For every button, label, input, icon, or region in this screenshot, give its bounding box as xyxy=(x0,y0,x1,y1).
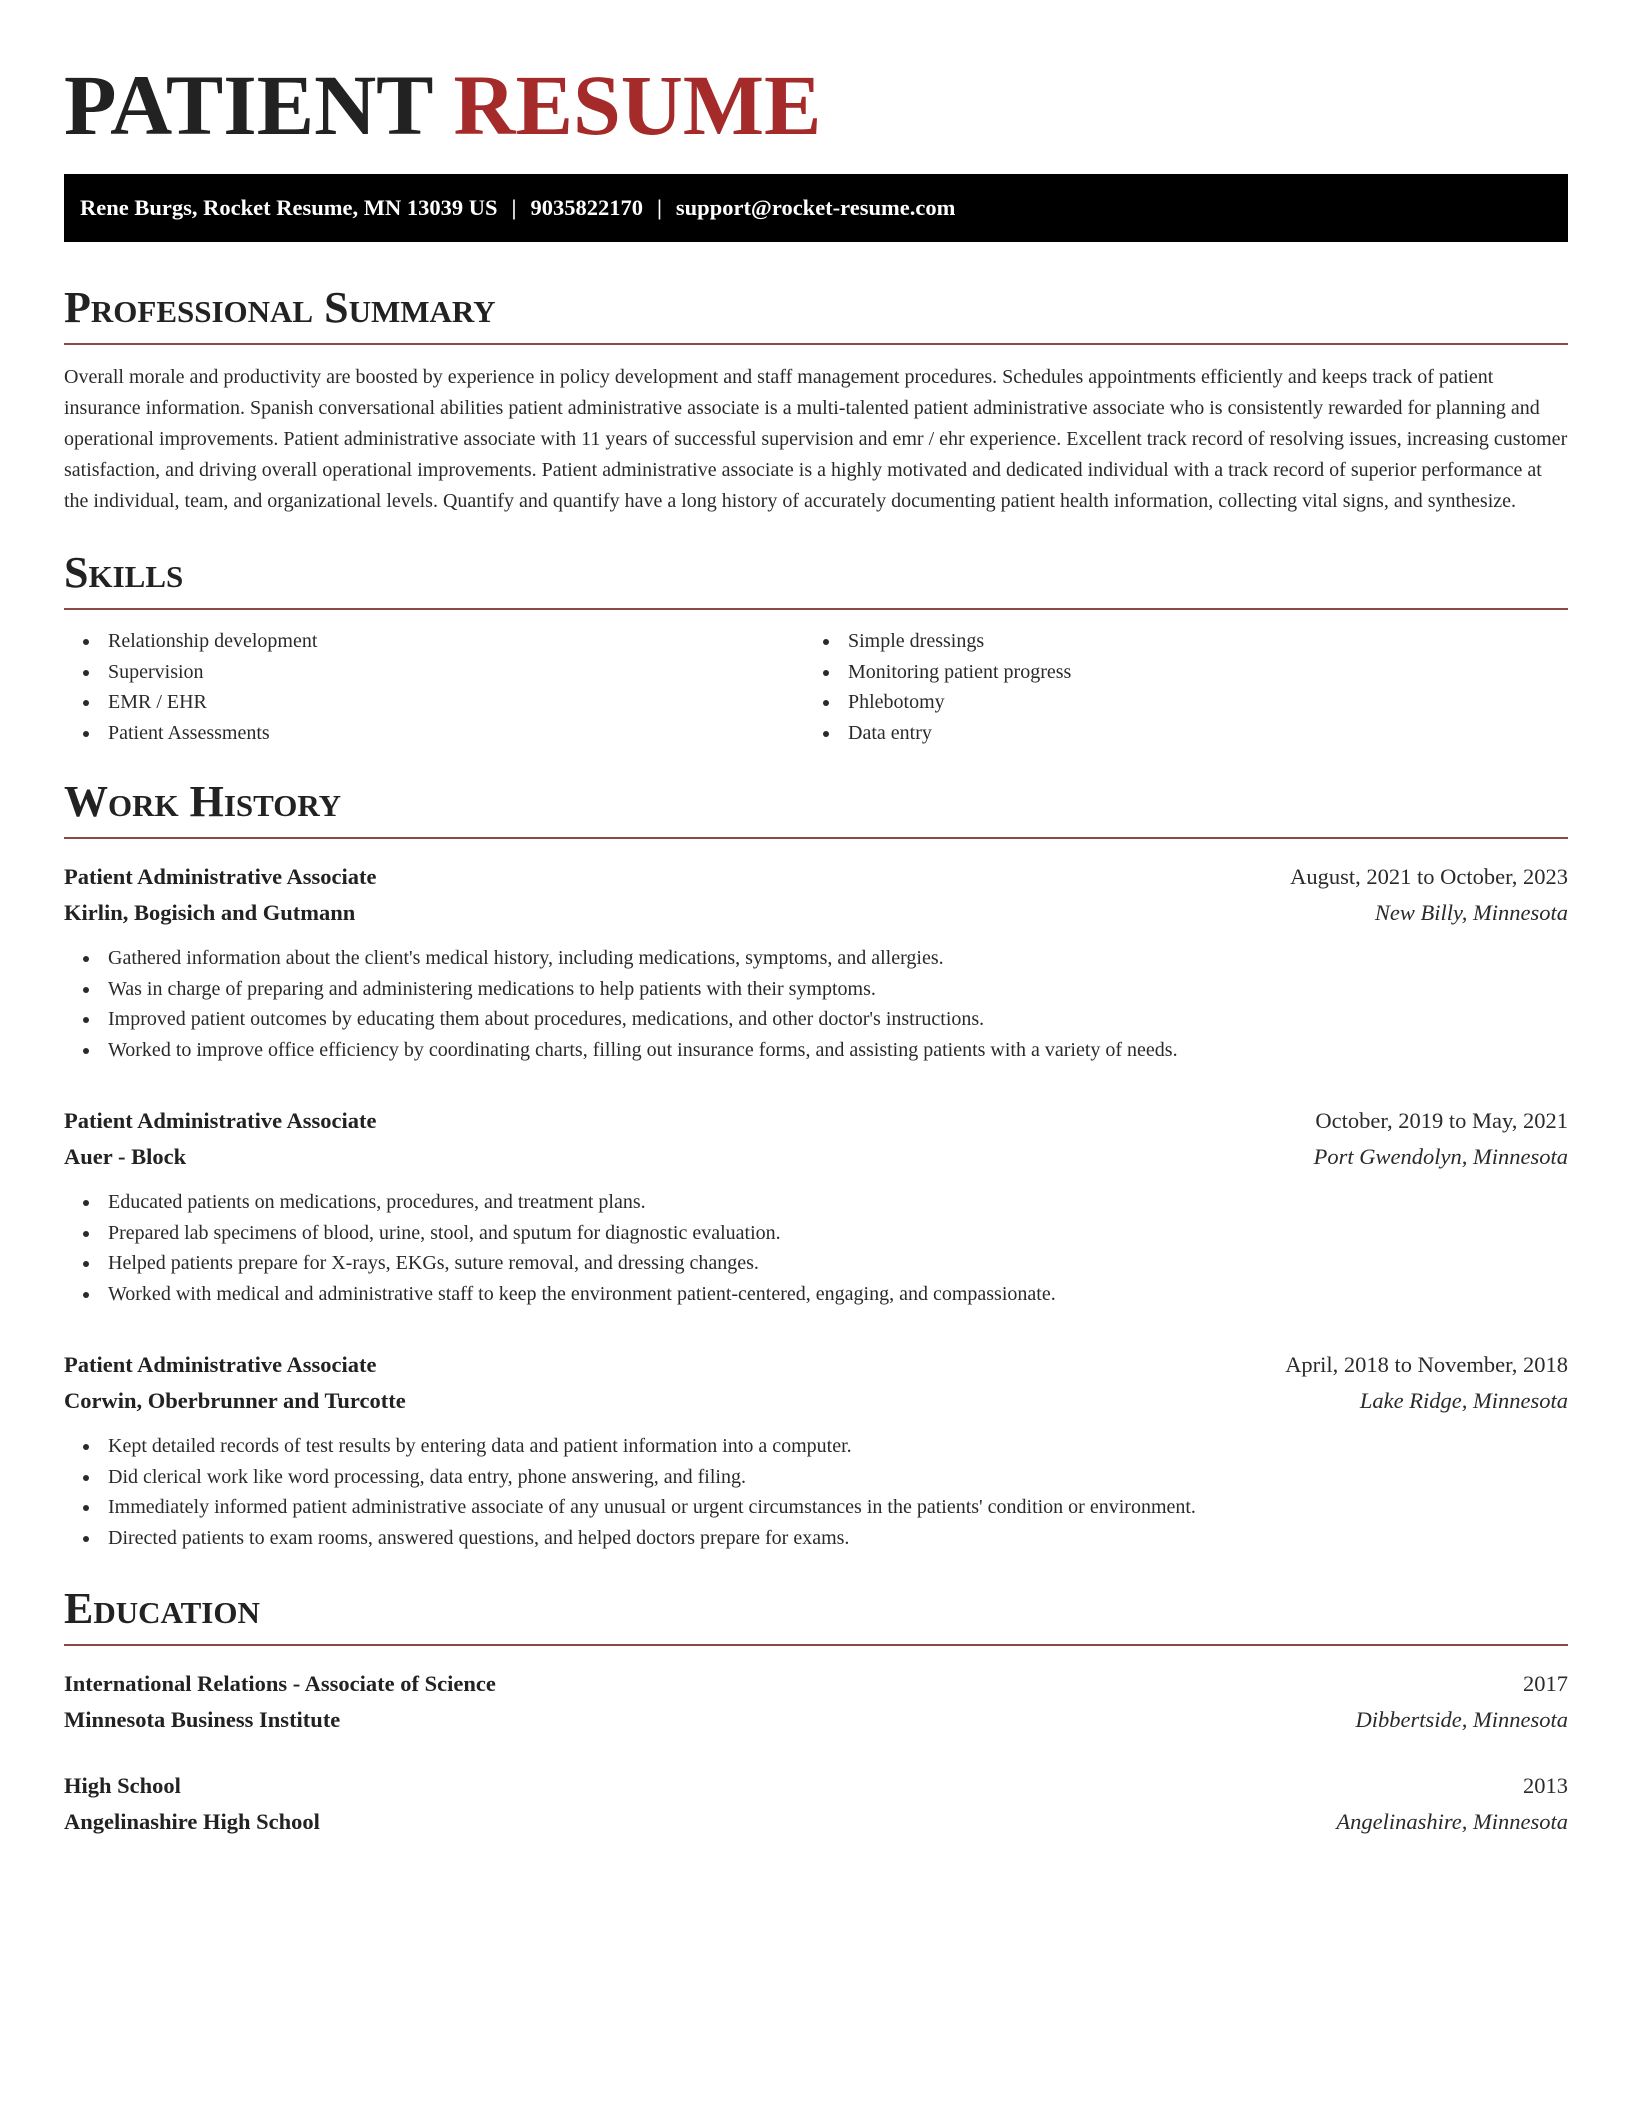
education-school-row xyxy=(64,1702,1568,1738)
education-year: 2017 xyxy=(1523,1671,1568,1696)
job-bullet: Improved patient outcomes by educating them about procedures, medications, and other doctor's instructions. xyxy=(64,1004,1568,1035)
job-entry xyxy=(64,1347,1568,1553)
job-title: Patient Administrative Associate xyxy=(64,1108,377,1133)
job-dates: August, 2021 to October, 2023 xyxy=(1290,864,1568,889)
skill-item: Simple dressings xyxy=(804,626,1544,657)
contact-bar xyxy=(64,174,1568,242)
education-degree: International Relations - Associate of Science xyxy=(64,1671,496,1696)
job-bullet: Worked to improve office efficiency by coordinating charts, filling out insurance forms, and assisting patients with a variety of needs. xyxy=(64,1035,1568,1066)
title-accent: RESUME xyxy=(453,57,822,153)
job-header-row xyxy=(64,859,1568,895)
contact-separator: | xyxy=(511,195,517,220)
education-header-row xyxy=(64,1768,1568,1804)
job-bullet: Kept detailed records of test results by entering data and patient information into a computer. xyxy=(64,1431,1568,1462)
education-location: Angelinashire, Minnesota xyxy=(1336,1809,1568,1834)
contact-email: support@rocket-resume.com xyxy=(675,195,956,220)
job-bullet: Gathered information about the client's medical history, including medications, symptoms, and allergies. xyxy=(64,943,1568,974)
job-title: Patient Administrative Associate xyxy=(64,1352,377,1377)
job-header-row xyxy=(64,1347,1568,1383)
job-bullet: Was in charge of preparing and administering medications to help patients with their symptoms. xyxy=(64,974,1568,1005)
job-company: Corwin, Oberbrunner and Turcotte xyxy=(64,1388,406,1413)
summary-heading: Professional Summary xyxy=(64,282,1568,345)
work-history-heading: Work History xyxy=(64,776,1568,839)
job-company-row xyxy=(64,1383,1568,1419)
education-year: 2013 xyxy=(1523,1773,1568,1798)
contact-phone: 9035822170 xyxy=(530,195,643,220)
education-header-row xyxy=(64,1666,1568,1702)
skills-columns xyxy=(64,626,1568,748)
skill-item: EMR / EHR xyxy=(64,687,804,718)
job-bullet: Did clerical work like word processing, data entry, phone answering, and filing. xyxy=(64,1462,1568,1493)
education-school: Angelinashire High School xyxy=(64,1809,320,1834)
skill-item: Monitoring patient progress xyxy=(804,657,1544,688)
job-bullets xyxy=(64,943,1568,1065)
education-heading: Education xyxy=(64,1583,1568,1646)
job-location: Lake Ridge, Minnesota xyxy=(1359,1388,1568,1413)
contact-address: Rene Burgs, Rocket Resume, MN 13039 US xyxy=(80,195,498,220)
job-bullet: Immediately informed patient administrative associate of any unusual or urgent circumstances in the patients' condition or environment. xyxy=(64,1492,1568,1523)
job-bullet: Worked with medical and administrative staff to keep the environment patient-centered, engaging, and compassionate. xyxy=(64,1279,1568,1310)
contact-separator: | xyxy=(656,195,662,220)
job-entry xyxy=(64,1103,1568,1309)
job-location: Port Gwendolyn, Minnesota xyxy=(1313,1144,1568,1169)
job-company-row xyxy=(64,895,1568,931)
job-bullet: Directed patients to exam rooms, answered questions, and helped doctors prepare for exams. xyxy=(64,1523,1568,1554)
job-entry xyxy=(64,859,1568,1065)
job-title: Patient Administrative Associate xyxy=(64,864,377,889)
skill-item: Patient Assessments xyxy=(64,718,804,749)
skill-item: Relationship development xyxy=(64,626,804,657)
job-bullet: Helped patients prepare for X-rays, EKGs, suture removal, and dressing changes. xyxy=(64,1248,1568,1279)
job-company-row xyxy=(64,1139,1568,1175)
title-main: PATIENT xyxy=(64,57,432,153)
education-school-row xyxy=(64,1804,1568,1840)
skill-item: Data entry xyxy=(804,718,1544,749)
skills-right-column xyxy=(804,626,1544,748)
education-school: Minnesota Business Institute xyxy=(64,1707,341,1732)
job-bullet: Prepared lab specimens of blood, urine, stool, and sputum for diagnostic evaluation. xyxy=(64,1218,1568,1249)
job-bullets xyxy=(64,1431,1568,1553)
skill-item: Supervision xyxy=(64,657,804,688)
skill-item: Phlebotomy xyxy=(804,687,1544,718)
page-title xyxy=(64,0,1568,155)
skills-left-column xyxy=(64,626,804,748)
job-location: New Billy, Minnesota xyxy=(1374,900,1568,925)
job-bullet: Educated patients on medications, procedures, and treatment plans. xyxy=(64,1187,1568,1218)
job-company: Auer - Block xyxy=(64,1144,187,1169)
job-dates: October, 2019 to May, 2021 xyxy=(1315,1108,1568,1133)
education-degree: High School xyxy=(64,1773,181,1798)
skills-heading: Skills xyxy=(64,547,1568,610)
job-company: Kirlin, Bogisich and Gutmann xyxy=(64,900,356,925)
job-header-row xyxy=(64,1103,1568,1139)
job-bullets xyxy=(64,1187,1568,1309)
education-entry xyxy=(64,1666,1568,1738)
education-entry xyxy=(64,1768,1568,1840)
job-dates: April, 2018 to November, 2018 xyxy=(1285,1352,1568,1377)
education-location: Dibbertside, Minnesota xyxy=(1355,1707,1568,1732)
summary-text: Overall morale and productivity are boosted by experience in policy development and staff management procedures. Schedules appointments efficiently and keeps track of patient insurance information. Spanish conversational abilities patient administrative associate is a multi-talented patient administrative associate who is consistently rewarded for planning and operational improvements. Patient administrative associate with 11 years of successful supervision and emr / ehr experience. Excellent track record of resolving issues, increasing customer satisfaction, and driving overall operational improvements. Patient administrative associate is a highly motivated and dedicated individual with a track record of superior performance at the individual, team, and organizational levels. Quantify and quantify have a long history of accurately documenting patient health information, collecting vital signs, and synthesize. xyxy=(64,366,1568,512)
